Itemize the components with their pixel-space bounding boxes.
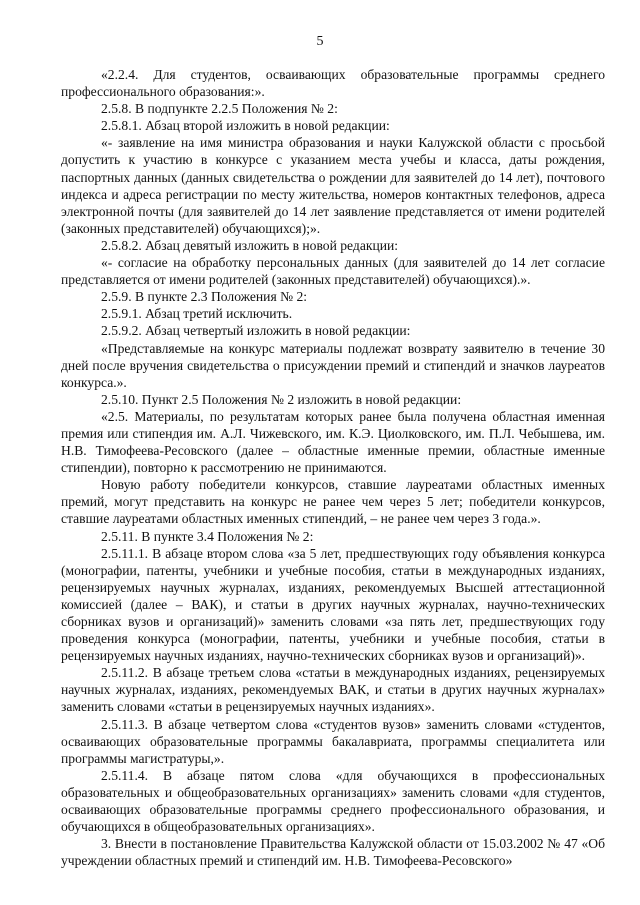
paragraph: 2.5.11. В пункте 3.4 Положения № 2: <box>101 528 314 544</box>
paragraph: «Представляемые на конкурс материалы подлежат возврату заявителю в течение 30 дней после вручения свидетельства о присуждении премий и стипендий и значков лауреатов конкурса.». <box>61 340 605 390</box>
paragraph: 2.5.11.3. В абзаце четвертом слова «студентов вузов» заменить словами «студентов, осваивающих образовательные программы бакалавриата, программы специалитета или программы магистратуры,». <box>61 716 605 766</box>
paragraph: 2.5.8. В подпункте 2.2.5 Положения № 2: <box>101 101 338 117</box>
paragraph: 2.5.11.4. В абзаце пятом слова «для обучающихся в профессиональных образовательных и общеобразовательных организациях» заменить словами «для студентов, осваивающих образовательные программы среднего профессионального образования, и обучающихся в общеобразовательных организациях». <box>61 767 605 835</box>
paragraph: «- заявление на имя министра образования и науки Калужской области с просьбой допустить к участию в конкурсе с указанием места учебы и класса, даты рождения, паспортных данных (данных свидетельства о рождении для заявителей до 14 лет), почтового индекса и адреса регистрации по месту жительства, номеров контактных телефонов, адреса электронной почты (для заявителей до 14 лет заявление представляется от имени родителей (законных представителей) обучающихся);». <box>61 135 605 236</box>
paragraph: 2.5.8.2. Абзац девятый изложить в новой редакции: <box>101 237 399 253</box>
paragraph: 2.5.10. Пункт 2.5 Положения № 2 изложить в новой редакции: <box>101 391 462 407</box>
paragraph: 3. Внести в постановление Правительства Калужской области от 15.03.2002 № 47 «Об учреждении областных премий и стипендий им. Н.В. Тимофеева-Ресовского» <box>61 836 605 869</box>
paragraph: 2.5.9.2. Абзац четвертый изложить в новой редакции: <box>101 323 411 339</box>
paragraph: «- согласие на обработку персональных данных (для заявителей до 14 лет согласие представляется от имени родителей (законных представителей) обучающихся).». <box>61 255 605 288</box>
paragraph: 2.5.9.1. Абзац третий исключить. <box>101 306 293 322</box>
paragraph: 2.5.11.1. В абзаце втором слова «за 5 лет, предшествующих году объявления конкурса (монографии, патенты, учебники и учебные пособия, статьи в международных изданиях, рецензируемых научных журналах, изданиях, рекомендуемых Высшей аттестационной комиссией (далее – ВАК), и статьи в других научных журналах, научно-технических сборниках вузов и организаций)» заменить словами «за пять лет, предшествующих году проведения конкурса (монографии, патенты, учебники и учебные пособия, статьи в рецензируемых научных изданиях, научно-технических сборниках вузов и организаций)». <box>61 545 605 664</box>
paragraph: Новую работу победители конкурсов, ставшие лауреатами областных именных премий, могут представить на конкурс не ранее чем через 5 лет; победители конкурсов, ставшие лауреатами областных именных стипендий, – не ранее чем через 3 года.». <box>61 477 605 527</box>
paragraph: «2.5. Материалы, по результатам которых ранее была получена областная именная премия или стипендия им. А.Л. Чижевского, им. К.Э. Циолковского, им. П.Л. Чебышева, им. Н.В. Тимофеева-Ресовского (далее – областные именные премии, областные именные стипендии), повторно к рассмотрению не принимаются. <box>61 408 605 476</box>
document-body <box>61 66 605 869</box>
paragraph: 2.5.9. В пункте 2.3 Положения № 2: <box>101 289 308 305</box>
page-number: 5 <box>316 34 324 49</box>
paragraph: «2.2.4. Для студентов, осваивающих образовательные программы среднего профессионального образования:». <box>61 67 605 100</box>
paragraph: 2.5.11.2. В абзаце третьем слова «статьи в международных изданиях, рецензируемых научных журналах, изданиях, рекомендуемых ВАК, и статьи в других научных журналах» заменить словами «статьи в рецензируемых научных изданиях». <box>61 665 605 715</box>
paragraph: 2.5.8.1. Абзац второй изложить в новой редакции: <box>101 118 390 134</box>
